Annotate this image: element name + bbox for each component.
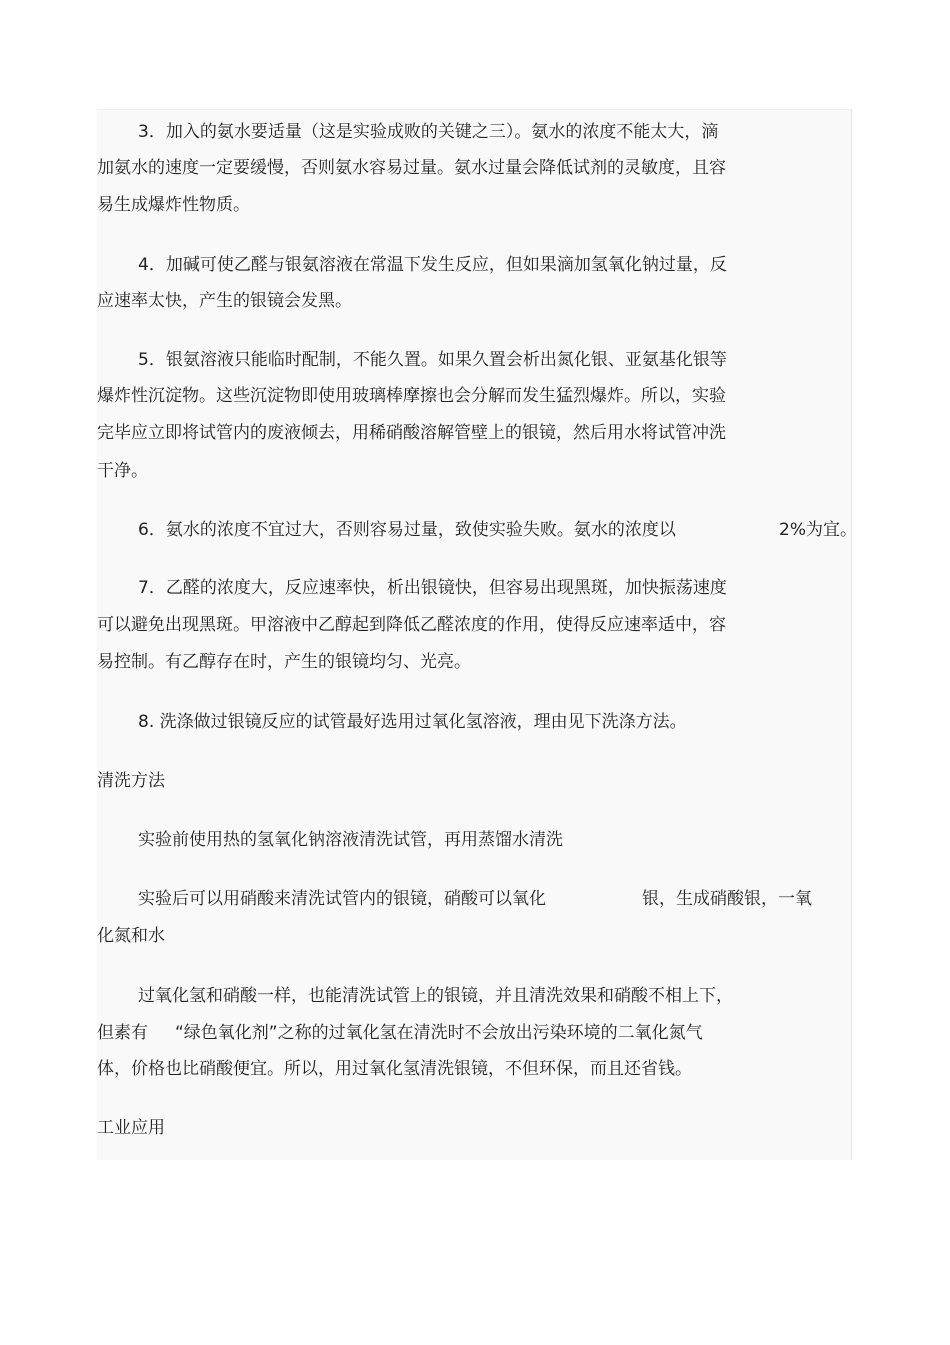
paragraph-3-line-1: 3．加入的氨水要适量（这是实验成败的关键之三）。氨水的浓度不能太大，滴 <box>138 122 719 142</box>
document-page <box>97 109 857 1160</box>
paragraph-5-line-1: 5．银氨溶液只能临时配制，不能久置。如果久置会析出氮化银、亚氨基化银等 <box>138 350 727 370</box>
paragraph-3-line-2: 加氨水的速度一定要缓慢，否则氨水容易过量。氨水过量会降低试剂的灵敏度，且容 <box>97 158 726 178</box>
paragraph-6-tail: 2%为宜。 <box>779 520 857 540</box>
cleaning-paragraph-3-line-2b: “绿色氧化剂”之称的过氧化氢在清洗时不会放出污染环境的二氧化氮气 <box>175 1023 703 1043</box>
paragraph-4-line-1: 4．加碱可使乙醛与银氨溶液在常温下发生反应，但如果滴加氢氧化钠过量，反 <box>138 255 727 275</box>
paragraph-3-line-3: 易生成爆炸性物质。 <box>97 195 250 215</box>
paragraph-5-line-3: 完毕应立即将试管内的废液倾去，用稀硝酸溶解管壁上的银镜，然后用水将试管冲洗 <box>97 423 726 443</box>
paragraph-5-line-4: 干净。 <box>97 461 148 481</box>
cleaning-paragraph-3-line-3: 体，价格也比硝酸便宜。所以，用过氧化氢清洗银镜，不但环保，而且还省钱。 <box>97 1059 692 1079</box>
paragraph-7-line-3: 易控制。有乙醇存在时，产生的银镜均匀、光亮。 <box>97 652 471 672</box>
cleaning-paragraph-1: 实验前使用热的氢氧化钠溶液清洗试管，再用蒸馏水清洗 <box>138 830 563 850</box>
cleaning-paragraph-3-line-2a: 但素有 <box>97 1023 148 1043</box>
heading-cleaning-methods: 清洗方法 <box>97 771 165 791</box>
heading-industrial-applications: 工业应用 <box>97 1118 165 1138</box>
cleaning-paragraph-3-line-1: 过氧化氢和硝酸一样，也能清洗试管上的银镜，并且清洗效果和硝酸不相上下， <box>138 986 733 1006</box>
paragraph-6-main: 6．氨水的浓度不宜过大，否则容易过量，致使实验失败。氨水的浓度以 <box>138 520 676 540</box>
paragraph-8: 8. 洗涤做过银镜反应的试管最好选用过氧化氢溶液，理由见下洗涤方法。 <box>138 712 687 732</box>
paragraph-4-line-2: 应速率太快，产生的银镜会发黑。 <box>97 291 352 311</box>
cleaning-paragraph-2-tail: 银，生成硝酸银，一氧 <box>642 889 812 909</box>
cleaning-paragraph-2-line-2: 化氮和水 <box>97 926 165 946</box>
paragraph-7-line-2: 可以避免出现黑斑。甲溶液中乙醇起到降低乙醛浓度的作用，使得反应速率适中，容 <box>97 615 726 635</box>
paragraph-7-line-1: 7．乙醛的浓度大，反应速率快，析出银镜快，但容易出现黑斑，加快振荡速度 <box>138 578 727 598</box>
cleaning-paragraph-2-main: 实验后可以用硝酸来清洗试管内的银镜，硝酸可以氧化 <box>138 889 546 909</box>
paragraph-5-line-2: 爆炸性沉淀物。这些沉淀物即使用玻璃棒摩擦也会分解而发生猛烈爆炸。所以，实验 <box>97 386 726 406</box>
